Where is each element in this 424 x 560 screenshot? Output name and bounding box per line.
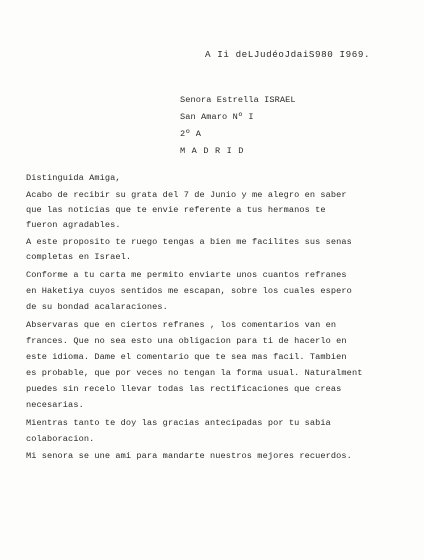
body-line: necesarias. [26, 400, 84, 410]
body-line: puedes sin recelo llevar todas las rectificaciones que creas [26, 384, 342, 394]
body-line: colaboracion. [26, 434, 95, 444]
recipient-street: San Amaro Nº I [180, 112, 254, 122]
body-line: en Haketiya cuyos sentidos me escapan, sobre los cuales espero [26, 286, 352, 296]
recipient-name: Senora Estrella ISRAEL [180, 95, 296, 105]
body-line: completas en Israel. [26, 252, 132, 262]
body-line: Conforme a tu carta me permito enviarte unos cuantos refranes [26, 270, 347, 280]
body-line: Abservaras que en ciertos refranes , los comentarios van en [26, 320, 337, 330]
letter-date: A Ii deLJudéoJdaiS980 I969. [205, 49, 371, 60]
salutation: Distinguida Amiga, [26, 173, 121, 183]
body-line: Mientras tanto te doy las gracias antecipadas por tu sabia [26, 418, 331, 428]
recipient-city: MADRID [180, 146, 250, 156]
body-line: Mi senora se une ami para mandarte nuestros mejores recuerdos. [26, 451, 352, 461]
body-line: que las noticias que te envie referente a tus hermanos te [26, 205, 326, 215]
body-line: Acabo de recibir su grata del 7 de Junio y me alegro en saber [26, 190, 347, 200]
body-line: A este proposito te ruego tengas a bien me facilites sus senas [26, 237, 352, 247]
body-line: de su bondad acalaraciones. [26, 302, 168, 312]
recipient-floor: 2º A [180, 129, 202, 139]
body-line: frances. Que no sea esto una obligacion para ti de hacerlo en [26, 336, 347, 346]
body-line: este idioma. Dame el comentario que te sea mas facil. Tambien [26, 352, 347, 362]
body-line: fueron agradables. [26, 220, 121, 230]
body-line: es probable, que por veces no tengan la forma usual. Naturalment [26, 368, 363, 378]
